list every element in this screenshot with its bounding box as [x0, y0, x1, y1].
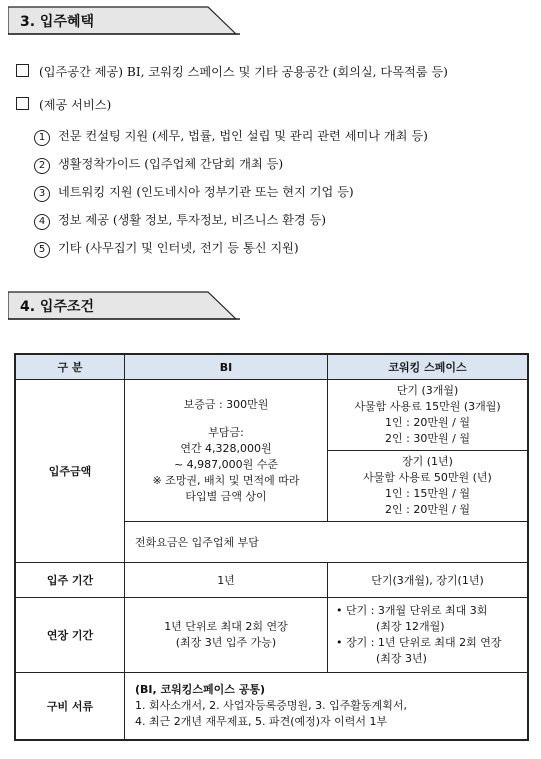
- extension-bi: [125, 598, 328, 673]
- cowork-long-locker: 사물함 사용료 50만원 (년): [363, 471, 492, 484]
- fee-cowork-short: [328, 380, 529, 451]
- service-item: [34, 155, 283, 174]
- extension-cowork-short: • 단기 : 3개월 단위로 최대 3회: [336, 604, 488, 617]
- fee-bi-charge-label: 부담금:: [208, 425, 244, 439]
- extension-bi-line2: (최장 3년 입주 가능): [175, 636, 277, 649]
- cowork-long-title: 장기 (1년): [402, 455, 453, 468]
- section-3-header: [8, 6, 240, 35]
- circled-number-icon: 1: [34, 130, 50, 146]
- docs-cell: [125, 673, 529, 741]
- table-row-docs: [15, 673, 528, 741]
- fee-bi-note-cont: 타입별 금액 상이: [185, 489, 267, 503]
- circled-number-icon: 4: [34, 214, 50, 230]
- checkbox-square-icon: [16, 64, 29, 77]
- fee-bi-annual: 연간 4,328,000원: [180, 441, 272, 455]
- cowork-short-title: 단기 (3개월): [396, 384, 459, 397]
- header-coworking: 코워킹 스페이스: [328, 354, 529, 380]
- extension-cowork: [328, 598, 529, 673]
- table-header-row: [15, 354, 528, 380]
- service-item: [34, 211, 326, 230]
- fee-phone-note: 전화요금은 입주업체 부담: [125, 522, 529, 563]
- fee-bi-cell: [125, 380, 328, 522]
- benefit-space: [16, 63, 448, 80]
- header-category: 구 분: [15, 354, 125, 380]
- service-item: [34, 183, 354, 202]
- service-item: [34, 239, 299, 258]
- cowork-short-two: 2인 : 30만원 / 월: [385, 432, 470, 445]
- table-row-fee: [15, 380, 528, 451]
- spacer: [125, 413, 327, 425]
- service-item-text: 기타 (사무집기 및 인터넷, 전기 등 통신 지원): [58, 241, 299, 255]
- docs-line1: 1. 회사소개서, 2. 사업자등록증명원, 3. 입주활동계획서,: [135, 699, 407, 712]
- service-item: [34, 127, 428, 146]
- service-item-text: 정보 제공 (생활 정보, 투자정보, 비즈니스 환경 등): [58, 213, 327, 227]
- service-item-text: 생활정착가이드 (입주업체 간담회 개최 등): [58, 157, 284, 171]
- docs-label: 구비 서류: [15, 673, 125, 741]
- benefit-space-text: (입주공간 제공) BI, 코워킹 스페이스 및 기타 공용공간 (회의실, 다목적룸 등): [39, 65, 448, 79]
- header-bi: BI: [125, 354, 328, 380]
- fee-bi-note: ※ 조망권, 배치 및 면적에 따라: [152, 473, 300, 487]
- extension-bi-line1: 1년 단위로 최대 2회 연장: [164, 620, 288, 633]
- period-label: 입주 기간: [15, 563, 125, 598]
- section-3-title: 3. 입주혜택: [20, 14, 95, 30]
- cowork-long-one: 1인 : 15만원 / 월: [385, 487, 470, 500]
- benefit-service: [16, 96, 111, 113]
- extension-cowork-long: • 장기 : 1년 단위로 최대 2회 연장: [336, 636, 502, 649]
- docs-heading: (BI, 코워킹스페이스 공통): [135, 683, 266, 696]
- fee-bi-range: ~ 4,987,000원 수준: [173, 457, 279, 471]
- cowork-short-locker: 사물함 사용료 15만원 (3개월): [354, 400, 501, 413]
- circled-number-icon: 5: [34, 242, 50, 258]
- circled-number-icon: 2: [34, 158, 50, 174]
- checkbox-square-icon: [16, 97, 29, 110]
- section-4-title: 4. 입주조건: [20, 299, 95, 315]
- period-cowork: 단기(3개월), 장기(1년): [328, 563, 529, 598]
- circled-number-icon: 3: [34, 186, 50, 202]
- service-item-text: 전문 컨설팅 지원 (세무, 법률, 법인 설립 및 관리 관련 세미나 개최 등): [58, 129, 428, 143]
- extension-cowork-short-max: (최장 12개월): [376, 620, 445, 633]
- fee-cowork-long: [328, 451, 529, 522]
- extension-label: 연장 기간: [15, 598, 125, 673]
- fee-bi-deposit: 보증금 : 300만원: [183, 397, 269, 411]
- benefit-service-text: (제공 서비스): [39, 98, 112, 112]
- cowork-long-two: 2인 : 20만원 / 월: [385, 503, 470, 516]
- table-row-period: [15, 563, 528, 598]
- section-4-header: [8, 291, 240, 320]
- cowork-short-one: 1인 : 20만원 / 월: [385, 416, 470, 429]
- fee-label: 입주금액: [15, 380, 125, 563]
- table-row-extension: [15, 598, 528, 673]
- period-bi: 1년: [125, 563, 328, 598]
- service-item-text: 네트워킹 지원 (인도네시아 정부기관 또는 현지 기업 등): [58, 185, 354, 199]
- docs-line2: 4. 최근 2개년 재무제표, 5. 파견(예정)자 이력서 1부: [135, 715, 388, 728]
- extension-cowork-long-max: (최장 3년): [376, 652, 427, 665]
- conditions-table: [14, 353, 529, 741]
